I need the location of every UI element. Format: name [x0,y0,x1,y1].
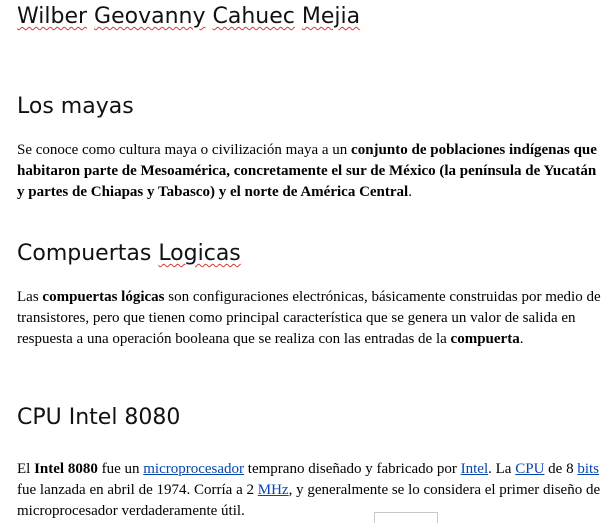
author-surname-2: Mejia [301,4,361,29]
author-surname-1: Cahuec [212,4,295,29]
link-intel[interactable]: Intel [460,461,489,477]
text-segment: . La [488,461,516,477]
text-segment: temprano diseñado y fabricado por [244,461,461,477]
text-segment: El [17,461,35,477]
heading-los-mayas: Los mayas [17,94,134,119]
bold-segment: Intel 8080 [34,461,98,477]
text-segment: . [408,184,412,200]
text-segment: son configuraciones electrónicas, básicamente construidas por medio de transistores, pero que tienen como principal característica que se genera un valor de salida en respuesta a una operación booleana que se realiza con las entradas de la [17,289,601,347]
link-mhz[interactable]: MHz [257,482,289,498]
bold-segment: compuerta [450,331,520,347]
text-segment: de 8 [544,461,578,477]
text-segment: , y generalmente se lo considera el primer diseño de microprocesador verdaderamente útil. [17,482,601,519]
text-segment: Se conoce como cultura maya o civilización maya a un [17,142,352,158]
link-bits[interactable]: bits [577,461,600,477]
bold-segment: conjunto de poblaciones indígenas que habitaron parte de Mesoamérica, concretamente el sur de México (la península de Yucatán y partes de Chiapas y Tabasco) y el norte de América Central [17,142,597,200]
author-name [17,3,360,31]
paragraph-los-mayas [17,140,602,203]
text-segment: Las [17,289,43,305]
bold-segment: compuertas lógicas [42,289,165,305]
text-segment: . [519,331,524,347]
link-cpu[interactable]: CPU [515,461,545,477]
link-microprocesador[interactable]: microprocesador [143,461,245,477]
paragraph-cpu-intel-8080 [17,459,602,522]
author-second-name: Geovanny [94,4,206,29]
text-segment: fue lanzada en abril de 1974. Corría a 2 [17,482,258,498]
text-segment: fue un [97,461,144,477]
heading-part-misspelled: Logicas [158,241,241,266]
author-first-name: Wilber [17,4,88,29]
heading-cpu-intel-8080: CPU Intel 8080 [17,405,181,430]
heading-part: Compuertas [17,241,159,266]
heading-compuertas-logicas [17,240,241,268]
paragraph-compuertas-logicas [17,287,602,350]
